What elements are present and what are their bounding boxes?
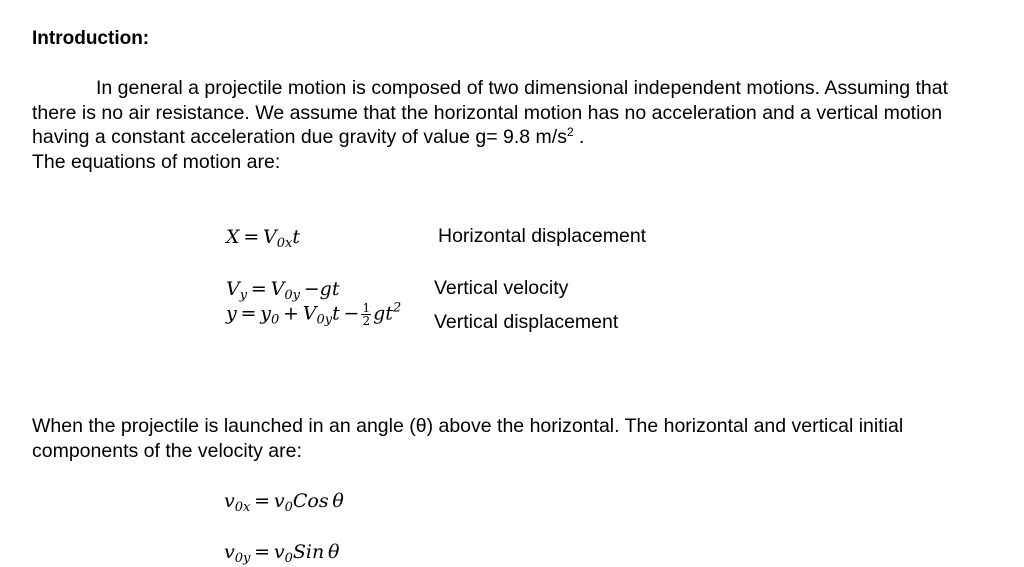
equation-vertical-velocity: $V_y = V_{0y} -gt$ bbox=[226, 278, 340, 303]
equations-intro-text: The equations of motion are: bbox=[32, 150, 281, 173]
label-vertical-velocity: Vertical velocity bbox=[434, 277, 569, 299]
fraction-one-half: $\frac{1}{2}$ bbox=[362, 301, 371, 328]
section-heading: Introduction: bbox=[32, 28, 150, 49]
intro-text: In general a projectile motion is composed of two dimensional independent motions. Assuming that there is no air resistance. We assume that the horizontal motion has no acceleration and a vertical motion having a constant acceleration due gravity of value g= 9.8 $m/s^2$ . bbox=[32, 77, 948, 148]
intro-paragraph bbox=[32, 76, 997, 174]
label-horizontal-displacement: Horizontal displacement bbox=[438, 225, 647, 247]
equation-horizontal-displacement: $X = V_{0x}t$ bbox=[226, 226, 301, 251]
equation-voy: $v_{0y} = v_0Sin$ θ bbox=[224, 541, 340, 566]
launch-paragraph: When the projectile is launched in an angle (θ) above the horizontal. The horizontal and vertical initial components of the velocity are: bbox=[32, 415, 904, 462]
label-vertical-displacement: Vertical displacement bbox=[434, 311, 619, 333]
equation-vox: $v_{0x} = v_0Cos$ θ bbox=[224, 490, 344, 515]
equation-vertical-displacement: $y = y_0 + V_{0y}t$ − $\frac{1}{2}$ $gt^2$ bbox=[226, 300, 402, 328]
